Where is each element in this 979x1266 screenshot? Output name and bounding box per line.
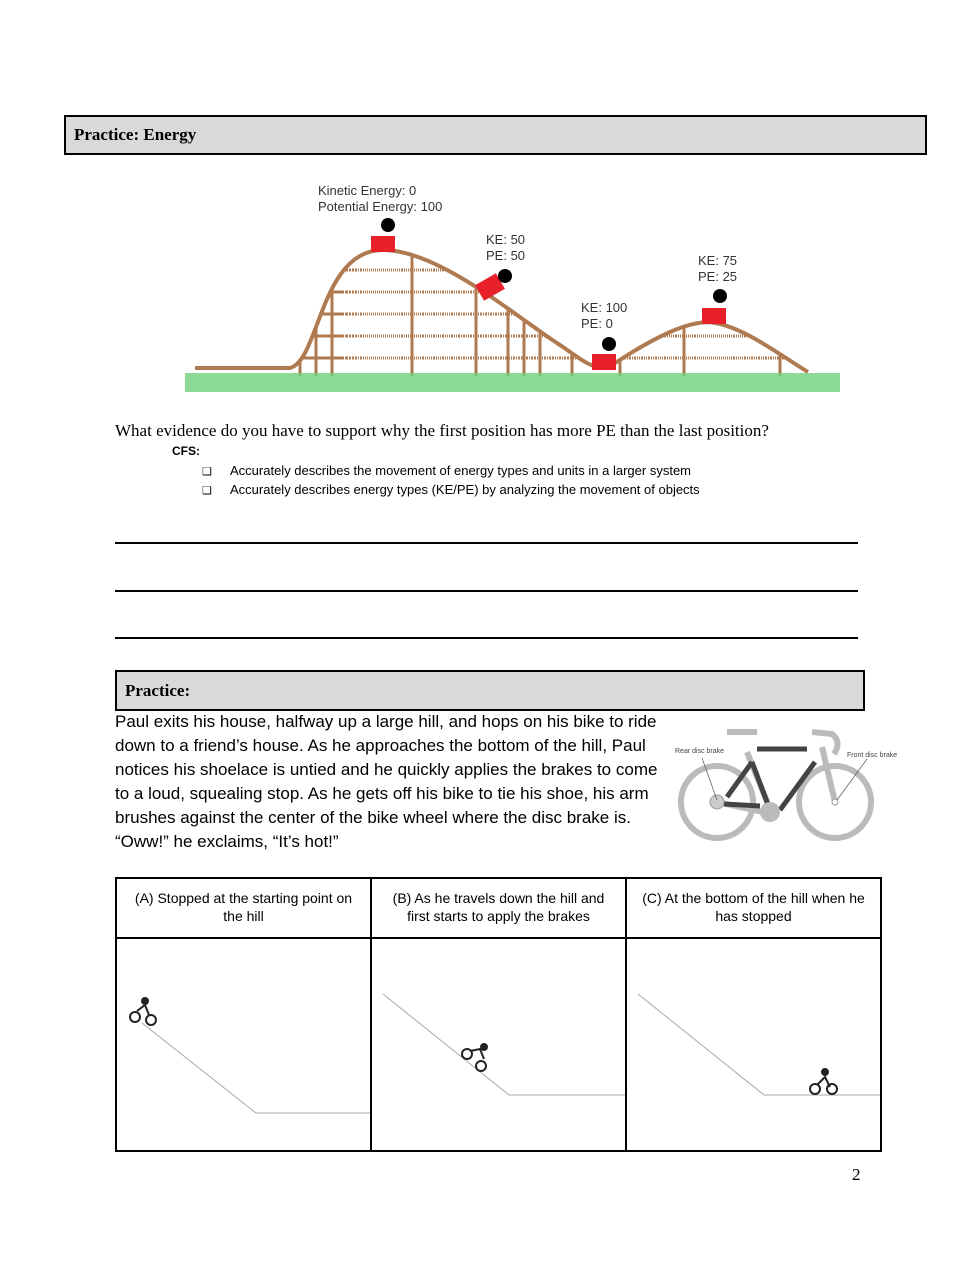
section-header-practice: Practice: bbox=[115, 670, 865, 711]
grass bbox=[185, 373, 840, 392]
scenario-paragraph: Paul exits his house, halfway up a large hill, and hops on his bike to ride down to a friend’s house. As he approaches the bottom of the hill, Paul notices his shoelace is untied and he quickly applies the brakes to come to a loud, squealing stop. As he gets off his bike to tie his shoe, his arm brushes against the center of the bike wheel where the disc brake is. “Oww!” he exclaims, “It’s hot!” bbox=[115, 712, 658, 851]
label-ke-2: KE: 50 bbox=[486, 232, 526, 247]
criteria-list bbox=[202, 462, 700, 500]
roller-coaster-diagram bbox=[0, 0, 979, 420]
answer-line[interactable] bbox=[115, 637, 858, 639]
drawing-cell-b[interactable] bbox=[371, 938, 626, 1151]
table-header-a: (A) Stopped at the starting point on the hill bbox=[116, 878, 371, 938]
answer-line[interactable] bbox=[115, 590, 858, 592]
hill-cyclist-b bbox=[372, 939, 625, 1146]
label-pe-1: Potential Energy: 100 bbox=[318, 199, 443, 214]
front-disc-brake-label: Front disc brake bbox=[847, 752, 898, 759]
checkbox-icon[interactable]: ❏ bbox=[202, 485, 212, 497]
bike-diagram bbox=[672, 722, 907, 847]
table-header-c: (C) At the bottom of the hill when he has stopped bbox=[626, 878, 881, 938]
question: What evidence do you have to support why the first position has more PE than the last position? bbox=[115, 421, 769, 440]
page-number: 2 bbox=[852, 1165, 861, 1184]
criteria-item[interactable]: ❏ Accurately describes the movement of energy types and units in a larger system bbox=[202, 462, 700, 481]
cyclist-icon bbox=[130, 998, 156, 1025]
label-ke-4: KE: 75 bbox=[698, 253, 738, 268]
hill-cyclist-c bbox=[627, 939, 880, 1146]
label-pe-2: PE: 50 bbox=[486, 248, 526, 263]
answer-line[interactable] bbox=[115, 542, 858, 544]
section-header-energy: Practice: Energy bbox=[64, 115, 927, 155]
rear-disc-brake-label: Rear disc brake bbox=[675, 748, 725, 755]
label-pe-3: PE: 0 bbox=[581, 316, 613, 331]
checkbox-icon[interactable]: ❏ bbox=[202, 466, 212, 478]
table-header-b: (B) As he travels down the hill and first starts to apply the brakes bbox=[371, 878, 626, 938]
coaster-cars bbox=[371, 236, 726, 370]
answer-table bbox=[115, 877, 882, 1152]
label-ke-1: Kinetic Energy: 0 bbox=[318, 183, 417, 198]
label-ke-3: KE: 100 bbox=[581, 300, 628, 315]
drawing-cell-c[interactable] bbox=[626, 938, 881, 1151]
hill-cyclist-a bbox=[117, 939, 370, 1146]
drawing-cell-a[interactable] bbox=[116, 938, 371, 1151]
label-pe-4: PE: 25 bbox=[698, 269, 738, 284]
cyclist-icon bbox=[810, 1069, 837, 1094]
cfs-label: CFS: bbox=[172, 444, 200, 458]
criteria-item[interactable]: ❏ Accurately describes energy types (KE/PE) by analyzing the movement of objects bbox=[202, 481, 700, 500]
